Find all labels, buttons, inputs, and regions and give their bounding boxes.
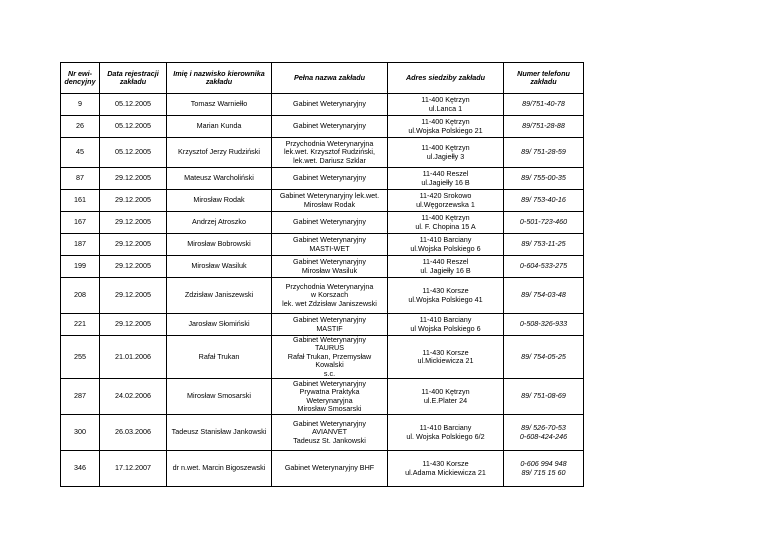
cell-phone [504, 451, 584, 487]
cell-manager [167, 415, 272, 451]
cell-date: 29.12.2005 [100, 256, 167, 278]
cell-manager [167, 379, 272, 415]
cell-address-line: 11-420 Srokowo [419, 191, 472, 201]
cell-name [272, 415, 388, 451]
cell-phone-line: 89/ 751-08-69 [521, 391, 566, 401]
cell-phone [504, 278, 584, 314]
cell-manager-line: dr n.wet. Marcin Bigoszewski [172, 463, 266, 473]
header-manager: Imię i nazwisko kierownika zakładu [167, 63, 272, 94]
header-nr: Nr ewi- dencyjny [61, 63, 100, 94]
cell-manager [167, 451, 272, 487]
cell-nr: 26 [61, 116, 100, 138]
cell-name [272, 212, 388, 234]
cell-phone-line: 0-604-533-275 [519, 261, 568, 271]
cell-phone-line: 89/751-28-88 [522, 121, 565, 131]
cell-phone [504, 256, 584, 278]
cell-name-line: TAURUS [314, 343, 345, 353]
cell-manager [167, 138, 272, 168]
cell-name [272, 94, 388, 116]
cell-date: 24.02.2006 [100, 379, 167, 415]
cell-name-line: Weterynaryjna [306, 395, 353, 405]
cell-name-line: Gabinet Weterynaryjny [293, 257, 366, 267]
cell-phone-line: 0-606 994 948 [520, 459, 567, 469]
cell-phone [504, 379, 584, 415]
cell-phone-line: 89/ 753-11-25 [521, 239, 566, 249]
cell-address [388, 336, 504, 379]
cell-address-line: ul. Wojska Polskiego 6/2 [406, 431, 485, 441]
cell-date: 29.12.2005 [100, 314, 167, 336]
header-address: Adres siedziby zakładu [388, 63, 504, 94]
table-row [61, 256, 584, 278]
cell-nr: 167 [61, 212, 100, 234]
cell-address-line: ul.Wojska Polskiego 41 [408, 294, 483, 304]
cell-name-line: Gabinet Weterynaryjny [293, 99, 366, 109]
cell-address-line: ul.Adama Mickiewicza 21 [405, 467, 486, 477]
cell-manager [167, 256, 272, 278]
cell-name-line: w Korszach [310, 290, 349, 300]
cell-phone [504, 116, 584, 138]
cell-date: 29.12.2005 [100, 212, 167, 234]
cell-manager-line: Zdzisław Janiszewski [184, 290, 254, 300]
cell-phone [504, 336, 584, 379]
cell-name-line: Gabinet Weterynaryjny [293, 335, 366, 344]
cell-address-line: ul.Wojska Polskiego 21 [408, 125, 483, 135]
cell-date: 29.12.2005 [100, 234, 167, 256]
cell-name-line: MASTIF [316, 323, 343, 333]
cell-phone [504, 190, 584, 212]
cell-manager-line: Tomasz Warniełło [190, 99, 248, 109]
cell-name-line: Mirosław Smosarski [297, 403, 362, 413]
cell-manager [167, 116, 272, 138]
cell-address-line: ul.Węgorzewska 1 [416, 199, 475, 209]
table-row [61, 212, 584, 234]
cell-address-line: ul.Jagiełły 16 B [421, 177, 470, 187]
cell-name-line: Gabinet Weterynaryjny [293, 418, 366, 428]
cell-phone-line: 89/ 754-05-25 [521, 351, 566, 361]
header-row [61, 63, 584, 94]
cell-phone [504, 212, 584, 234]
table-row [61, 415, 584, 451]
cell-manager [167, 94, 272, 116]
cell-manager-line: Mateusz Warcholiński [184, 173, 254, 183]
cell-address-line: 11-400 Kętrzyn [421, 95, 470, 105]
cell-name-line: Gabinet Weterynaryjny lek.wet. [279, 191, 380, 201]
cell-phone-line: 89/ 755-00-35 [521, 173, 566, 183]
cell-address [388, 234, 504, 256]
cell-manager-line: Mirosław Bobrowski [187, 239, 251, 249]
cell-manager-line: Andrzej Atroszko [192, 217, 246, 227]
cell-manager [167, 314, 272, 336]
cell-nr: 221 [61, 314, 100, 336]
cell-phone-line: 89/ 715 15 60 [521, 467, 566, 477]
cell-manager [167, 278, 272, 314]
cell-address-line: ul. Jagiełły 16 B [420, 265, 471, 275]
cell-name-line: Przychodnia Weterynaryjna [285, 138, 374, 148]
cell-name-line: Gabinet Weterynaryjny [293, 378, 366, 388]
cell-date: 29.12.2005 [100, 190, 167, 212]
cell-phone [504, 168, 584, 190]
cell-address-line: ul. F. Chopina 15 A [415, 221, 476, 231]
cell-name-line: Prywatna Praktyka [299, 387, 360, 397]
cell-address-line: ul.E.Plater 24 [423, 395, 468, 405]
cell-address-line: 11-430 Korsze [422, 347, 469, 357]
cell-name-line: lek.wet. Krzysztof Rudziński, [283, 147, 376, 157]
header-phone: Numer telefonu zakładu [504, 63, 584, 94]
cell-address-line: 11-410 Barciany [419, 315, 472, 325]
cell-nr: 287 [61, 379, 100, 415]
cell-address [388, 168, 504, 190]
cell-manager-line: Rafał Trukan [198, 351, 240, 361]
cell-phone [504, 94, 584, 116]
cell-manager-line: Krzysztof Jerzy Rudziński [178, 147, 260, 157]
cell-nr: 161 [61, 190, 100, 212]
cell-address-line: ul Wojska Polskiego 6 [410, 323, 481, 333]
cell-name [272, 138, 388, 168]
cell-nr: 87 [61, 168, 100, 190]
cell-name-line: Mirosław Wasiluk [301, 265, 358, 275]
table-row [61, 336, 584, 379]
cell-phone [504, 138, 584, 168]
cell-name-line: lek. wet Zdzisław Janiszewski [282, 298, 377, 308]
cell-phone-line: 0-501-723-460 [519, 217, 568, 227]
cell-address-line: 11-400 Kętrzyn [421, 117, 470, 127]
cell-phone-line: 89/ 751-28-59 [521, 147, 566, 157]
cell-address [388, 190, 504, 212]
cell-manager [167, 234, 272, 256]
cell-name-line: Gabinet Weterynaryjny [293, 121, 366, 131]
cell-date: 26.03.2006 [100, 415, 167, 451]
cell-address [388, 256, 504, 278]
cell-name [272, 451, 388, 487]
cell-name-line: Gabinet Weterynaryjny [293, 315, 366, 325]
table-row [61, 379, 584, 415]
cell-name-line: Mirosław Rodak [303, 199, 356, 209]
cell-name-line: lek.wet. Dariusz Szklar [293, 155, 366, 165]
cell-name [272, 278, 388, 314]
cell-date: 21.01.2006 [100, 336, 167, 379]
cell-address-line: 11-400 Kętrzyn [421, 143, 470, 153]
cell-nr: 255 [61, 336, 100, 379]
header-name: Pełna nazwa zakładu [272, 63, 388, 94]
cell-phone [504, 234, 584, 256]
cell-date: 05.12.2005 [100, 138, 167, 168]
cell-address-line: 11-440 Reszel [422, 169, 469, 179]
header-date: Data rejestracji zakładu [100, 63, 167, 94]
cell-phone-line: 89/ 753-40-16 [521, 195, 566, 205]
cell-address-line: 11-410 Barciany [419, 235, 472, 245]
cell-nr: 9 [61, 94, 100, 116]
cell-name-line: MASTI-WET [309, 243, 350, 253]
cell-address-line: 11-400 Kętrzyn [421, 387, 470, 397]
cell-manager-line: Mirosław Smosarski [187, 391, 251, 401]
cell-address [388, 379, 504, 415]
cell-phone-line: 0-608-424-246 [519, 431, 568, 441]
cell-nr: 187 [61, 234, 100, 256]
cell-manager-line: Tadeusz Stanisław Jankowski [171, 427, 267, 437]
table-row [61, 116, 584, 138]
cell-name [272, 168, 388, 190]
cell-address-line: ul.Mickiewicza 21 [417, 356, 474, 366]
cell-phone-line: 89/751-40-78 [522, 99, 565, 109]
cell-name-line: Gabinet Weterynaryjny [293, 235, 366, 245]
cell-name [272, 314, 388, 336]
cell-name [272, 190, 388, 212]
cell-name-line: Tadeusz St. Jankowski [293, 435, 366, 445]
cell-address [388, 116, 504, 138]
cell-address-line: ul.Jagiełły 3 [426, 151, 465, 161]
cell-name-line: Gabinet Weterynaryjny [293, 217, 366, 227]
cell-name [272, 379, 388, 415]
table-row [61, 138, 584, 168]
cell-name [272, 256, 388, 278]
cell-nr: 300 [61, 415, 100, 451]
cell-address [388, 451, 504, 487]
cell-name [272, 336, 388, 379]
cell-address [388, 94, 504, 116]
cell-phone-line: 0-508-326-933 [519, 319, 568, 329]
cell-name-line: Gabinet Weterynaryjny [293, 173, 366, 183]
cell-manager-line: Mirosław Wasiluk [191, 261, 247, 271]
cell-nr: 199 [61, 256, 100, 278]
cell-manager-line: Jarosław Słomiński [188, 319, 250, 329]
table-row [61, 278, 584, 314]
cell-address [388, 138, 504, 168]
table-row [61, 168, 584, 190]
cell-address-line: ul.Wojska Polskiego 6 [410, 243, 481, 253]
cell-date: 05.12.2005 [100, 94, 167, 116]
cell-address-line: ul.Lanca 1 [428, 103, 463, 113]
cell-nr: 45 [61, 138, 100, 168]
cell-manager [167, 168, 272, 190]
cell-address [388, 314, 504, 336]
cell-address-line: 11-440 Reszel [422, 257, 469, 267]
cell-nr: 346 [61, 451, 100, 487]
cell-manager [167, 336, 272, 379]
cell-address [388, 212, 504, 234]
cell-name-line: Gabinet Weterynaryjny BHF [284, 463, 375, 473]
cell-address-line: 11-410 Barciany [419, 423, 472, 433]
veterinary-registry-table [60, 62, 584, 487]
table-row [61, 314, 584, 336]
table-row [61, 451, 584, 487]
cell-nr: 208 [61, 278, 100, 314]
cell-date: 29.12.2005 [100, 168, 167, 190]
cell-manager-line: Marian Kunda [196, 121, 242, 131]
cell-phone [504, 314, 584, 336]
cell-address-line: 11-430 Korsze [422, 286, 469, 296]
cell-address-line: 11-430 Korsze [422, 459, 469, 469]
table-row [61, 94, 584, 116]
table-row [61, 190, 584, 212]
cell-date: 05.12.2005 [100, 116, 167, 138]
cell-manager [167, 190, 272, 212]
cell-name-line: s.c. [323, 368, 336, 378]
cell-name [272, 116, 388, 138]
cell-manager-line: Mirosław Rodak [193, 195, 245, 205]
cell-address [388, 415, 504, 451]
cell-phone [504, 415, 584, 451]
cell-manager [167, 212, 272, 234]
cell-phone-line: 89/ 754-03-48 [521, 290, 566, 300]
cell-date: 29.12.2005 [100, 278, 167, 314]
table-row [61, 234, 584, 256]
cell-name-line: AVIANVET [311, 427, 347, 437]
cell-address [388, 278, 504, 314]
cell-name-line: Przychodnia Weterynaryjna [285, 281, 374, 291]
cell-date: 17.12.2007 [100, 451, 167, 487]
cell-name [272, 234, 388, 256]
cell-phone-line: 89/ 526-70-53 [521, 423, 566, 433]
cell-name-line: Rafał Trukan, Przemysław Kowalski [287, 351, 372, 370]
cell-address-line: 11-400 Kętrzyn [421, 213, 470, 223]
